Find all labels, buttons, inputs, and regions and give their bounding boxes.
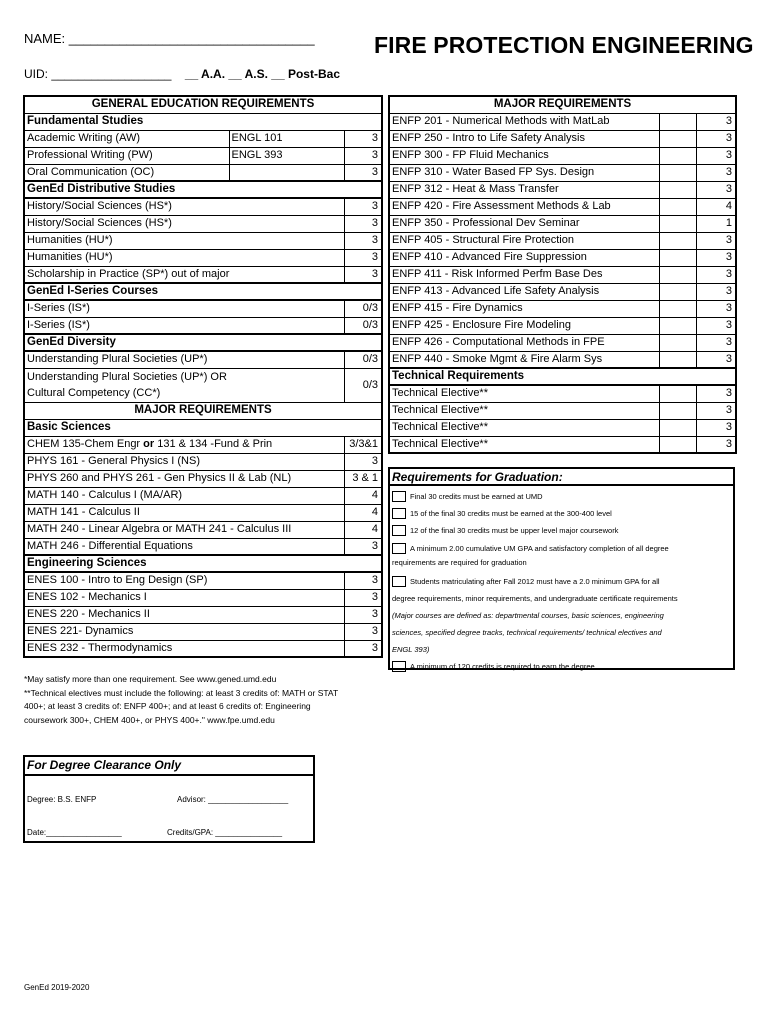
table-row (24, 164, 382, 181)
credits: 3 (344, 453, 382, 470)
page-title: FIRE PROTECTION ENGINEERING (374, 32, 754, 58)
credits: 3 (344, 266, 382, 283)
course-name: PHYS 161 - General Physics I (NS) (24, 453, 344, 470)
uid-field-label: UID: __________________ (24, 67, 172, 81)
table-row (389, 317, 736, 334)
table-row (24, 572, 382, 589)
table-row (389, 283, 736, 300)
course-name: ENES 102 - Mechanics I (24, 589, 344, 606)
table-row (24, 487, 382, 504)
graduation-requirements (388, 467, 735, 671)
credits: 3 (696, 266, 736, 283)
credits: 3 (344, 147, 382, 164)
credits: 3 (344, 164, 382, 181)
degree-clearance-box (23, 755, 315, 843)
diversity-title: GenEd Diversity (24, 334, 382, 351)
table-row (24, 266, 382, 283)
credits: 3 (344, 538, 382, 555)
grad-note-text: ENGL 393) (392, 645, 430, 654)
diversity-line-1: Understanding Plural Societies (UP*) OR (27, 371, 227, 383)
credits: 3 (344, 215, 382, 232)
credits: 3 (344, 589, 382, 606)
basic-sciences-title: Basic Sciences (24, 419, 382, 436)
credits: 3/3&1 (344, 436, 382, 453)
credits: 3 (344, 606, 382, 623)
major-requirements-header-left: MAJOR REQUIREMENTS (24, 402, 382, 419)
fundamental-title: Fundamental Studies (24, 113, 382, 130)
uid-line (24, 67, 340, 81)
course-name: ENFP 310 - Water Based FP Sys. Design (389, 164, 659, 181)
course-name: ENES 232 - Thermodynamics (24, 640, 344, 657)
clearance-date[interactable]: Date:_________________ (27, 828, 122, 837)
chem-or: or (143, 438, 155, 450)
checkbox[interactable] (392, 508, 406, 519)
credits: 3 (344, 130, 382, 147)
table-row (24, 606, 382, 623)
credits: 3 (344, 623, 382, 640)
credits: 3 (344, 640, 382, 657)
credits: 3 (696, 436, 736, 453)
table-row (24, 130, 382, 147)
distributive-title: GenEd Distributive Studies (24, 181, 382, 198)
course-detail (229, 164, 344, 181)
credits: 1 (696, 215, 736, 232)
table-row (389, 181, 736, 198)
grad-item (392, 505, 731, 522)
table-row (389, 164, 736, 181)
clearance-degree: Degree: B.S. ENFP (27, 795, 97, 804)
table-row (24, 232, 382, 249)
table-row (24, 470, 382, 487)
credits: 3 (696, 334, 736, 351)
course-name: MATH 246 - Differential Equations (24, 538, 344, 555)
engineering-sciences-title: Engineering Sciences (24, 555, 382, 572)
table-row (389, 385, 736, 402)
course-name: Humanities (HU*) (24, 249, 344, 266)
grad-item (392, 522, 731, 539)
table-row (389, 198, 736, 215)
credits: 3 (696, 317, 736, 334)
course-name: ENES 100 - Intro to Eng Design (SP) (24, 572, 344, 589)
credits: 4 (344, 504, 382, 521)
diversity-line-2: Cultural Competency (CC*) (27, 387, 161, 399)
clearance-title: For Degree Clearance Only (25, 757, 313, 776)
course-name: Understanding Plural Societies (UP*) (24, 351, 344, 368)
grad-item (392, 658, 731, 675)
grad-item-text: A minimum of 120 credits is required to earn the degree (410, 662, 595, 671)
course-name: Technical Elective** (389, 385, 659, 402)
credits: 3 (696, 300, 736, 317)
credits: 0/3 (344, 351, 382, 368)
checkbox[interactable] (392, 661, 406, 672)
table-row (24, 249, 382, 266)
gen-ed-header: GENERAL EDUCATION REQUIREMENTS (24, 96, 382, 113)
course-name: PHYS 260 and PHYS 261 - Gen Physics II & Lab (NL) (24, 470, 344, 487)
table-row (389, 215, 736, 232)
table-row (389, 334, 736, 351)
course-name: ENFP 312 - Heat & Mass Transfer (389, 181, 659, 198)
grad-note-text: (Major courses are defined as: departmental courses, basic sciences, engineering (392, 611, 664, 620)
course-name: ENFP 413 - Advanced Life Safety Analysis (389, 283, 659, 300)
grad-item (392, 488, 731, 505)
course-name: MATH 140 - Calculus I (MA/AR) (24, 487, 344, 504)
table-row (24, 504, 382, 521)
table-row (389, 419, 736, 436)
table-row (24, 215, 382, 232)
table-row (389, 130, 736, 147)
table-row (24, 589, 382, 606)
course-name: ENFP 201 - Numerical Methods with MatLab (389, 113, 659, 130)
course-name: MATH 141 - Calculus II (24, 504, 344, 521)
degree-options: __ A.A. __ A.S. __ Post-Bac (184, 67, 340, 81)
table-row (24, 317, 382, 334)
clearance-credits-gpa[interactable]: Credits/GPA: _______________ (167, 828, 283, 837)
grad-note-text: sciences, specified degree tracks, technical requirements/ technical electives and (392, 628, 662, 637)
name-field-label: NAME: __________________________________ (24, 31, 315, 46)
credits: 3 (696, 181, 736, 198)
course-detail: ENGL 101 (229, 130, 344, 147)
checkbox[interactable] (392, 525, 406, 536)
course-name (24, 368, 344, 402)
grad-note (392, 641, 731, 658)
table-row (24, 147, 382, 164)
credits: 3 (344, 198, 382, 215)
grad-item-text: 12 of the final 30 credits must be upper level major coursework (410, 526, 619, 535)
grad-item-text: A minimum 2.00 cumulative UM GPA and satisfactory completion of all degree (410, 543, 669, 553)
table-row (389, 147, 736, 164)
course-name: I-Series (IS*) (24, 300, 344, 317)
footnote-line: coursework 300+, CHEM 400+, or PHYS 400+." www.fpe.umd.edu (24, 714, 275, 725)
checkbox[interactable] (392, 491, 406, 502)
course-name (24, 436, 344, 453)
checkbox[interactable] (392, 576, 406, 587)
credits: 3 & 1 (344, 470, 382, 487)
course-name: ENES 220 - Mechanics II (24, 606, 344, 623)
checkbox[interactable] (392, 543, 406, 554)
grad-item (392, 573, 731, 590)
credits: 4 (696, 198, 736, 215)
chem-part-a: CHEM 135-Chem Engr (27, 438, 144, 450)
credits: 3 (696, 402, 736, 419)
course-detail: ENGL 393 (229, 147, 344, 164)
credits: 3 (696, 164, 736, 181)
course-name: ENFP 350 - Professional Dev Seminar (389, 215, 659, 232)
table-row (24, 521, 382, 538)
course-name: ENFP 411 - Risk Informed Perfm Base Des (389, 266, 659, 283)
course-name: Technical Elective** (389, 402, 659, 419)
table-row (24, 198, 382, 215)
course-name: ENFP 410 - Advanced Fire Suppression (389, 249, 659, 266)
course-name: Humanities (HU*) (24, 232, 344, 249)
credits: 3 (696, 232, 736, 249)
table-row (24, 538, 382, 555)
grad-item-cont (392, 555, 731, 569)
credits: 3 (696, 249, 736, 266)
table-row (24, 623, 382, 640)
major-requirements-header: MAJOR REQUIREMENTS (389, 96, 736, 113)
course-name: Oral Communication (OC) (24, 164, 229, 181)
credits: 4 (344, 487, 382, 504)
major-requirements-table (388, 95, 737, 454)
iseries-title: GenEd I-Series Courses (24, 283, 382, 300)
grad-item-text: Final 30 credits must be earned at UMD (410, 492, 543, 501)
course-name: ENFP 250 - Intro to Life Safety Analysis (389, 130, 659, 147)
credits: 3 (696, 419, 736, 436)
table-row (389, 249, 736, 266)
table-row (24, 351, 382, 368)
table-row (24, 453, 382, 470)
course-name: ENFP 405 - Structural Fire Protection (389, 232, 659, 249)
credits: 3 (696, 385, 736, 402)
course-name: Academic Writing (AW) (24, 130, 229, 147)
course-name: ENFP 415 - Fire Dynamics (389, 300, 659, 317)
grad-item-cont (392, 590, 731, 607)
course-name: ENFP 420 - Fire Assessment Methods & Lab (389, 198, 659, 215)
course-name: ENES 221- Dynamics (24, 623, 344, 640)
table-row (389, 402, 736, 419)
credits: 3 (696, 283, 736, 300)
technical-requirements-title: Technical Requirements (389, 368, 736, 385)
table-row (389, 266, 736, 283)
course-name: ENFP 426 - Computational Methods in FPE (389, 334, 659, 351)
credits: 3 (696, 147, 736, 164)
course-name: Technical Elective** (389, 419, 659, 436)
grad-note (392, 624, 731, 641)
course-name: History/Social Sciences (HS*) (24, 198, 344, 215)
credits: 3 (344, 572, 382, 589)
course-name: Scholarship in Practice (SP*) out of major (24, 266, 344, 283)
credits: 3 (696, 351, 736, 368)
grad-item-text: Students matriculating after Fall 2012 must have a 2.0 minimum GPA for all (410, 577, 660, 586)
table-row (24, 300, 382, 317)
course-name: ENFP 440 - Smoke Mgmt & Fire Alarm Sys (389, 351, 659, 368)
table-row (389, 113, 736, 130)
table-row (24, 640, 382, 657)
credits: 3 (344, 249, 382, 266)
table-row (389, 351, 736, 368)
course-name: MATH 240 - Linear Algebra or MATH 241 - Calculus III (24, 521, 344, 538)
table-row (389, 300, 736, 317)
graduation-title: Requirements for Graduation: (388, 467, 735, 486)
footnote-line: 400+; at least 3 credits of: ENFP 400+; and at least 6 credits of: Engineering (24, 701, 311, 711)
course-name: Professional Writing (PW) (24, 147, 229, 164)
course-name: ENFP 300 - FP Fluid Mechanics (389, 147, 659, 164)
chem-part-b: 131 & 134 -Fund & Prin (154, 438, 273, 450)
footnote-line: **Technical electives must include the following: at least 3 credits of: MATH or STAT (24, 687, 339, 698)
footnote-line: *May satisfy more than one requirement. See www.gened.umd.edu (24, 674, 277, 684)
grad-item-text: requirements are required for graduation (392, 557, 527, 567)
credits: 4 (344, 521, 382, 538)
footer-version: GenEd 2019-2020 (24, 983, 90, 992)
clearance-advisor[interactable]: Advisor: __________________ (177, 795, 289, 804)
table-row (24, 368, 382, 402)
credits: 3 (696, 130, 736, 147)
grad-item-text: 15 of the final 30 credits must be earned at the 300-400 level (410, 509, 612, 518)
course-name: I-Series (IS*) (24, 317, 344, 334)
credits: 3 (696, 113, 736, 130)
footnotes (24, 673, 338, 727)
course-name: Technical Elective** (389, 436, 659, 453)
table-row (24, 436, 382, 453)
credits: 0/3 (344, 300, 382, 317)
grad-item-text: degree requirements, minor requirements, and undergraduate certificate requirements (392, 594, 678, 603)
grad-note (392, 607, 731, 624)
course-name: History/Social Sciences (HS*) (24, 215, 344, 232)
table-row (389, 232, 736, 249)
credits: 0/3 (344, 317, 382, 334)
credits: 3 (344, 232, 382, 249)
table-row (389, 436, 736, 453)
credits: 0/3 (344, 368, 382, 402)
gen-ed-requirements-table (23, 95, 383, 658)
course-name: ENFP 425 - Enclosure Fire Modeling (389, 317, 659, 334)
